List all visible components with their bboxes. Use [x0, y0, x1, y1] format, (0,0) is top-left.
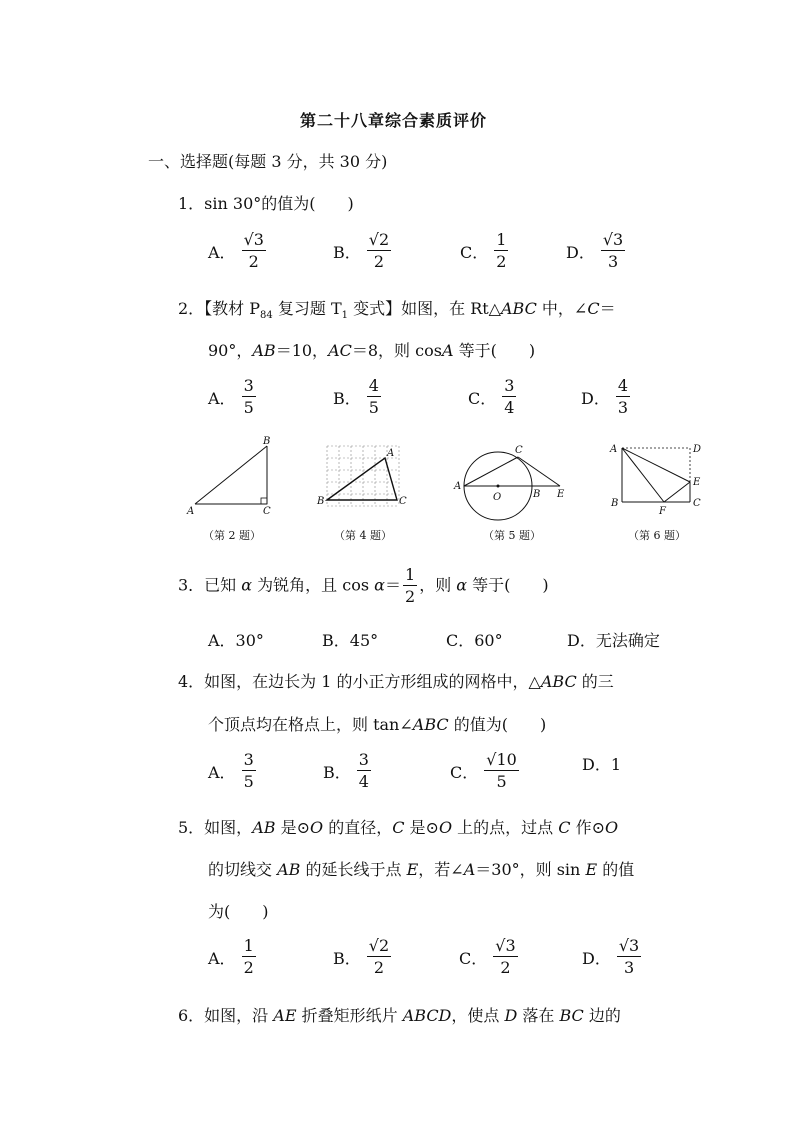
- question-5-line-2: 的切线交 AB 的延长线于点 E，若∠A＝30°，则 sin E 的值: [208, 860, 635, 879]
- question-2-option-d[interactable]: D． $\frac{4}{3}$: [581, 376, 629, 417]
- question-5-option-c[interactable]: C． $\frac{√3}{2}$: [459, 936, 516, 977]
- question-3-option-c[interactable]: C．60°: [446, 631, 503, 650]
- question-1-option-c[interactable]: C． $\frac{1}{2}$: [460, 230, 507, 271]
- question-5-option-b[interactable]: B． $\frac{√2}{2}$: [333, 936, 390, 977]
- question-4-option-a[interactable]: A． $\frac{3}{5}$: [208, 750, 254, 791]
- figure-q5-circle: [452, 440, 572, 520]
- question-2-option-c[interactable]: C． $\frac{3}{4}$: [468, 376, 515, 417]
- question-4-option-b[interactable]: B． $\frac{3}{4}$: [323, 750, 369, 791]
- label-C: C: [399, 496, 407, 507]
- question-1-option-d[interactable]: D． $\frac{√3}{3}$: [566, 230, 624, 271]
- figure-caption-q6: （第 6 题）: [628, 529, 686, 542]
- label-B: B: [317, 496, 325, 507]
- label-B: B: [611, 498, 619, 509]
- question-3-option-d[interactable]: D．无法确定: [567, 631, 660, 650]
- question-2-option-b[interactable]: B． $\frac{4}{5}$: [333, 376, 379, 417]
- figure-q4-grid: [315, 438, 405, 516]
- label-A: A: [610, 444, 618, 455]
- label-A: A: [387, 448, 395, 459]
- figure-caption-q4: （第 4 题）: [334, 529, 392, 542]
- label-F: F: [659, 506, 666, 517]
- label-C: C: [263, 506, 271, 517]
- section-heading: 一、选择题(每题 3 分，共 30 分): [148, 152, 388, 171]
- label-A: A: [187, 506, 195, 517]
- question-6-line-1: 6．如图，沿 AE 折叠矩形纸片 ABCD，使点 D 落在 BC 边的: [178, 1006, 621, 1025]
- question-4-line-2: 个顶点均在格点上，则 tan∠ABC 的值为( ): [208, 715, 547, 734]
- question-2-line-2: 90°，AB＝10，AC＝8，则 cosA 等于( ): [208, 341, 536, 360]
- label-O: O: [493, 492, 502, 503]
- label-C: C: [693, 498, 701, 509]
- figure-q2-triangle: [185, 432, 277, 518]
- question-5-line-1: 5．如图，AB 是⊙O 的直径，C 是⊙O 上的点，过点 C 作⊙O: [178, 818, 619, 837]
- question-2-option-a[interactable]: A． $\frac{3}{5}$: [208, 376, 254, 417]
- question-1-option-b[interactable]: B． $\frac{√2}{2}$: [333, 230, 390, 271]
- label-E: E: [693, 477, 701, 488]
- figure-caption-q5: （第 5 题）: [483, 529, 541, 542]
- label-B: B: [263, 436, 271, 447]
- question-3-stem: 3．已知 α 为锐角，且 cos α＝ $\frac{1}{2}$ ，则 α 等于( ): [178, 565, 549, 606]
- label-B: B: [533, 489, 541, 500]
- label-A: A: [454, 481, 462, 492]
- question-4-line-1: 4．如图，在边长为 1 的小正方形组成的网格中，△ABC 的三: [178, 672, 614, 691]
- question-3-option-a[interactable]: A．30°: [208, 631, 264, 650]
- question-5-line-3: 为( ): [208, 902, 269, 921]
- figure-q6-rectangle: [608, 440, 708, 518]
- question-2-line-1: 2．【教材 $P_{84}$ 复习题 $T_1$ 变式】如图，在 Rt△ABC 中，∠C＝: [178, 299, 616, 322]
- question-5-option-a[interactable]: A． $\frac{1}{2}$: [208, 936, 254, 977]
- page-title: 第二十八章综合素质评价: [300, 111, 488, 130]
- label-E: E: [557, 489, 565, 500]
- label-C: C: [515, 445, 523, 456]
- question-3-option-b[interactable]: B．45°: [322, 631, 379, 650]
- question-1-option-a[interactable]: A． $\frac{√3}{2}$: [208, 230, 264, 271]
- question-4-option-c[interactable]: C． $\frac{√10}{5}$: [450, 750, 517, 791]
- figure-caption-q2: （第 2 题）: [203, 529, 261, 542]
- question-4-option-d[interactable]: D．1: [582, 755, 622, 774]
- question-1-stem: 1．sin 30°的值为( ): [178, 194, 354, 213]
- label-D: D: [693, 444, 702, 455]
- question-5-option-d[interactable]: D． $\frac{√3}{3}$: [582, 936, 640, 977]
